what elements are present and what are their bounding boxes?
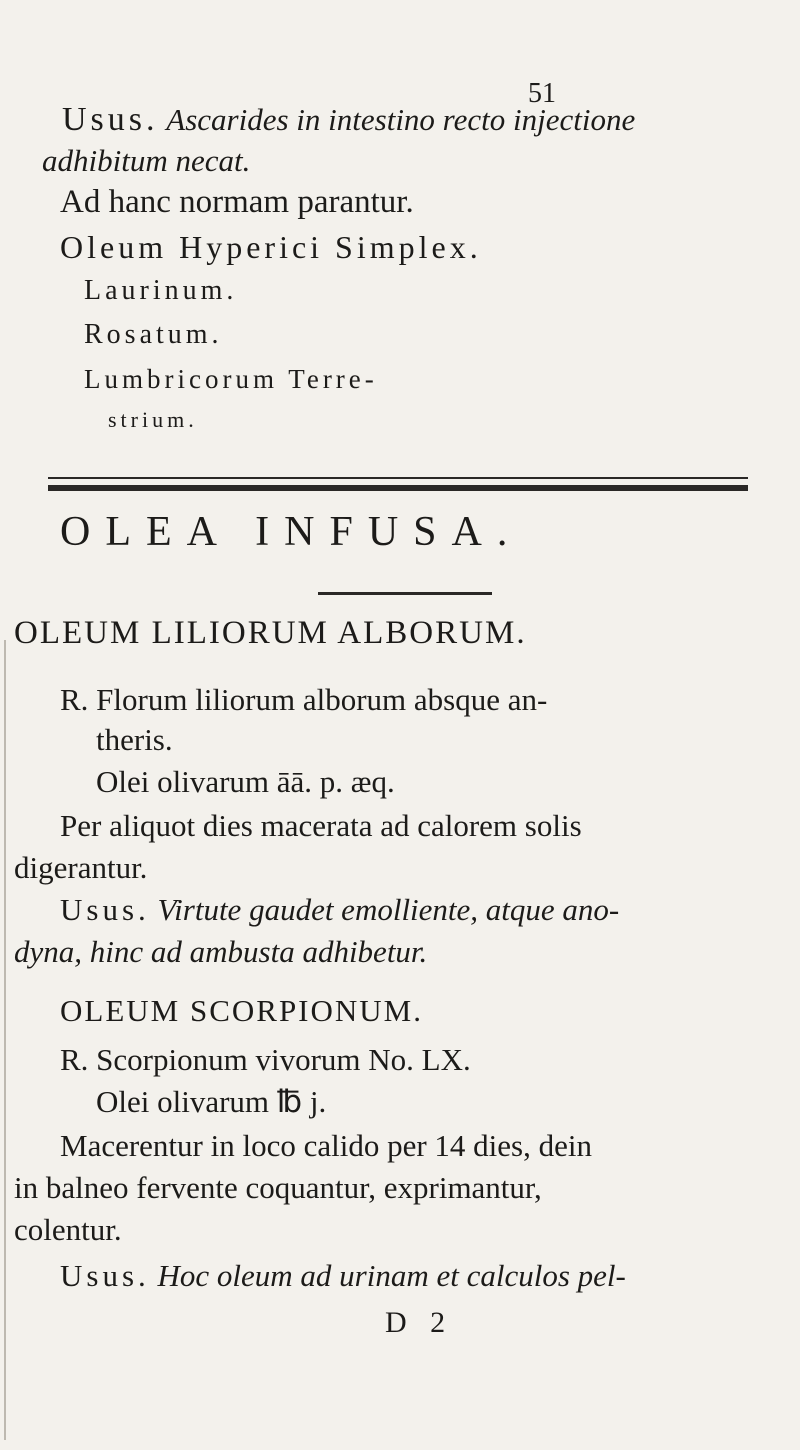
page-number: 51 — [528, 78, 556, 109]
lumbricorum-line-2: strium. — [108, 407, 198, 432]
scorpionum-recipe-line-2: Olei olivarum ℔ j. — [96, 1084, 327, 1119]
oleum-hyperici-line: Oleum Hyperici Simplex. — [60, 229, 482, 265]
usus-line-1 — [62, 100, 635, 140]
liliorum-usus-label: Usus. — [60, 892, 150, 927]
liliorum-usus-text: Virtute gaudet emolliente, atque ano- — [157, 892, 620, 927]
intro-line: Ad hanc normam parantur. — [60, 184, 414, 220]
subsection-rule — [318, 592, 492, 595]
usus-label: Usus. — [62, 101, 159, 138]
scorpionum-method-line-1: Macerentur in loco calido per 14 dies, dein — [60, 1128, 592, 1163]
liliorum-usus-line-2: dyna, hinc ad ambusta adhibetur. — [14, 934, 428, 969]
page-edge-shadow — [4, 640, 6, 1440]
scorpionum-usus-line — [60, 1256, 626, 1296]
liliorum-recipe-line-1: R. Florum liliorum alborum absque an- — [60, 682, 548, 717]
rosatum-line: Rosatum. — [84, 319, 223, 350]
scorpionum-method-line-2: in balneo fervente coquantur, exprimantur, — [14, 1170, 542, 1205]
liliorum-usus-line-1 — [60, 890, 619, 930]
oleum-liliorum-title: OLEUM LILIORUM ALBORUM. — [14, 615, 527, 651]
liliorum-method-line-2: digerantur. — [14, 850, 148, 885]
scorpionum-usus-label: Usus. — [60, 1258, 150, 1293]
section-rule-thin — [48, 477, 748, 479]
section-rule-thick — [48, 485, 748, 491]
scorpionum-method-line-3: colentur. — [14, 1212, 122, 1247]
section-title: OLEA INFUSA. — [60, 509, 523, 555]
oleum-scorpionum-title: OLEUM SCORPIONUM. — [60, 993, 423, 1028]
usus-text: Ascarides in intestino recto injectione — [166, 102, 636, 137]
liliorum-recipe-line-2: Olei olivarum āā. p. æq. — [96, 764, 395, 799]
scorpionum-usus-text: Hoc oleum ad urinam et calculos pel- — [157, 1258, 626, 1293]
liliorum-recipe-line-1b: theris. — [96, 722, 173, 757]
usus-line-2: adhibitum necat. — [42, 143, 251, 178]
signature-mark: D 2 — [385, 1306, 454, 1339]
scorpionum-recipe-line-1: R. Scorpionum vivorum No. LX. — [60, 1042, 471, 1077]
liliorum-method-line-1: Per aliquot dies macerata ad calorem solis — [60, 808, 582, 843]
lumbricorum-line-1: Lumbricorum Terre- — [84, 364, 378, 394]
laurinum-line: Laurinum. — [84, 275, 238, 306]
